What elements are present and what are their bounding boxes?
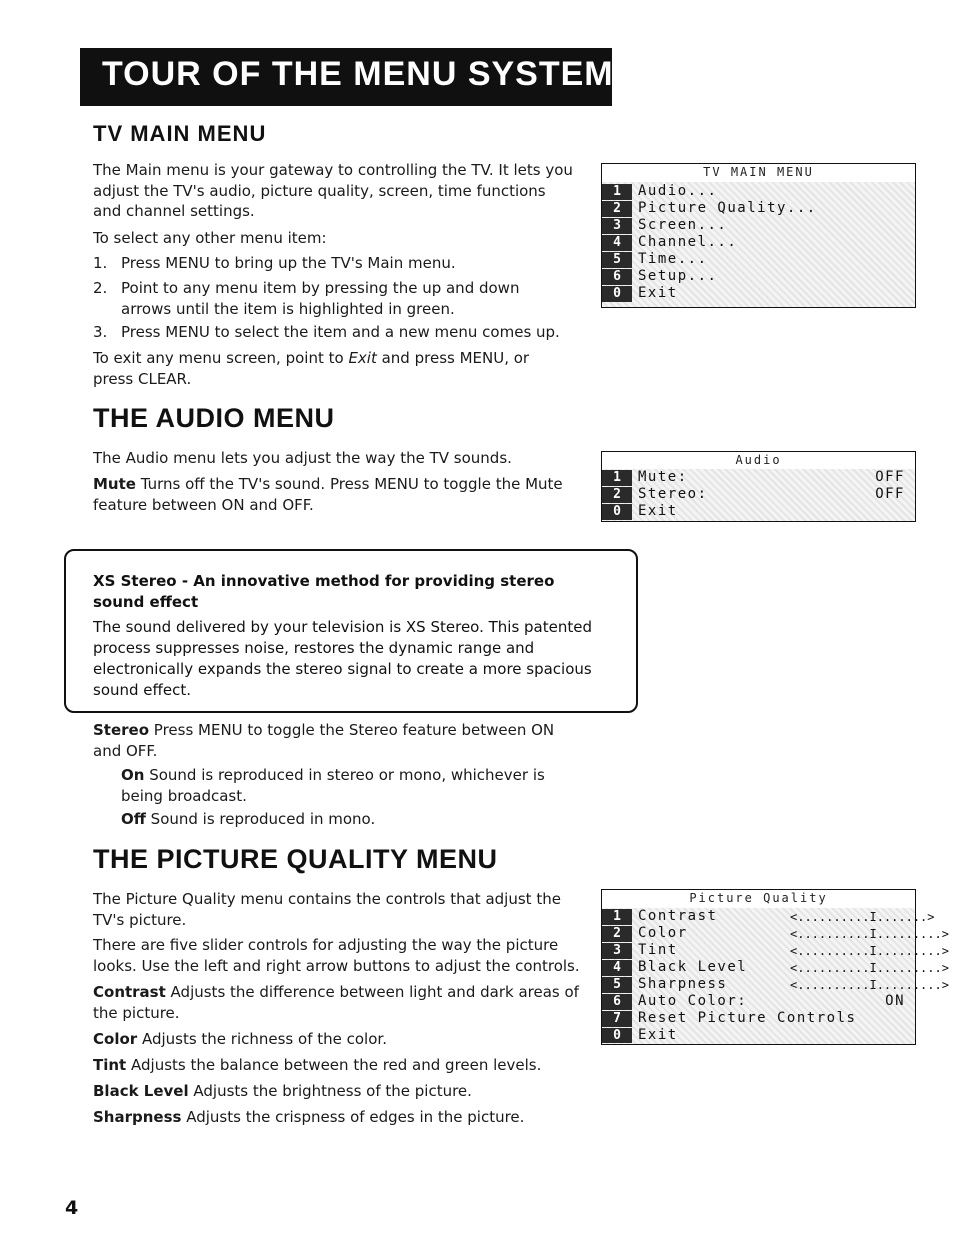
- sliders-description: There are five slider controls for adjusting the way the picture looks. Use the left and right arrow buttons to adjust the controls.: [93, 936, 580, 975]
- on-term: On: [121, 766, 145, 784]
- step-1: [93, 253, 583, 273]
- step-3: [93, 322, 588, 342]
- callout-body: The sound delivered by your television is XS Stereo. This patented process suppresses noise, restores the dynamic range and electronically expands the stereo signal to create a more spacious sound effect.: [93, 618, 592, 699]
- stereo-off-description: Off Sound is reproduced in mono.: [121, 810, 376, 828]
- picture-quality-screen: [601, 889, 949, 1045]
- exit-instructions: To exit any menu screen, point to Exit and press MENU, or press CLEAR.: [93, 349, 530, 388]
- step-text: Press MENU to bring up the TV's Main menu.: [121, 254, 456, 272]
- menu-list: 1 Contrast <..........I.......> 2 Color <..........I.........> 3 Tint <..........I.........> 4 Black Level <..........I.........> 5 Sharpness <..........I.........> 6 Auto Color: ON 7 Reset Picture Controls 0 Exit: [602, 908, 915, 1044]
- tint-slider[interactable]: <..........I.........>: [790, 944, 949, 958]
- mute-term: Mute: [93, 475, 136, 493]
- sharpness-slider[interactable]: <..........I.........>: [790, 978, 949, 992]
- screen-caption: TV MAIN MENU: [703, 165, 814, 179]
- menu-list: 1 Audio... 2 Picture Quality... 3 Screen... 4 Channel... 5 Time... 6 Setup... 0 Exit: [602, 182, 915, 307]
- step-text: Point to any menu item by pressing the up and down arrows until the item is highlighted in green.: [121, 279, 520, 318]
- tint-term: Tint: [93, 1056, 127, 1074]
- color-slider[interactable]: <..........I.........>: [790, 927, 949, 941]
- contrast-slider[interactable]: <..........I.......>: [790, 910, 935, 924]
- audio-menu-screen: [601, 451, 916, 522]
- tint-description: Tint Adjusts the balance between the red and green levels.: [93, 1056, 542, 1074]
- black-level-slider[interactable]: <..........I.........>: [790, 961, 949, 975]
- xs-stereo-callout: [64, 549, 638, 713]
- audio-intro: The Audio menu lets you adjust the way the TV sounds.: [93, 449, 512, 467]
- sharpness-term: Sharpness: [93, 1108, 182, 1126]
- tv-main-menu-screen: [601, 163, 916, 308]
- audio-menu-heading: THE AUDIO MENU: [93, 403, 335, 433]
- step-text: Press MENU to select the item and a new menu comes up.: [121, 323, 560, 341]
- step-2: [93, 278, 583, 320]
- stereo-term: Stereo: [93, 721, 150, 739]
- contrast-description: Contrast Adjusts the difference between light and dark areas of the picture.: [93, 983, 579, 1022]
- black-level-description: Black Level Adjusts the brightness of the picture.: [93, 1082, 472, 1100]
- contrast-term: Contrast: [93, 983, 166, 1001]
- exit-emphasis: Exit: [348, 349, 377, 367]
- black-level-term: Black Level: [93, 1082, 189, 1100]
- stereo-description: Stereo Press MENU to toggle the Stereo feature between ON and OFF.: [93, 721, 555, 760]
- picture-intro: The Picture Quality menu contains the controls that adjust the TV's picture.: [93, 890, 561, 929]
- color-description: Color Adjusts the richness of the color.: [93, 1030, 387, 1048]
- menu-list: 1 Mute: OFF 2 Stereo: OFF 0 Exit: [602, 469, 915, 521]
- off-term: Off: [121, 810, 146, 828]
- callout-heading: XS Stereo - An innovative method for providing stereo sound effect: [93, 572, 555, 611]
- screen-caption: Picture Quality: [689, 891, 828, 905]
- step-number: 3.: [93, 323, 108, 341]
- sharpness-description: Sharpness Adjusts the crispness of edges in the picture.: [93, 1108, 525, 1126]
- step-number: 1.: [93, 254, 108, 272]
- page-title-banner: [80, 48, 612, 106]
- color-term: Color: [93, 1030, 138, 1048]
- tv-main-menu-heading: TV MAIN MENU: [93, 121, 267, 146]
- picture-quality-heading: THE PICTURE QUALITY MENU: [93, 844, 498, 874]
- step-number: 2.: [93, 279, 108, 297]
- mute-description: Mute Turns off the TV's sound. Press MENU to toggle the Mute feature between ON and OFF.: [93, 475, 563, 514]
- screen-caption: Audio: [735, 453, 782, 467]
- page-title: TOUR OF THE MENU SYSTEM: [102, 55, 614, 93]
- select-lead: To select any other menu item:: [93, 229, 327, 247]
- tv-main-intro: The Main menu is your gateway to controlling the TV. It lets you adjust the TV's audio, picture quality, screen, time functions and channel settings.: [93, 161, 573, 220]
- page-number: 4: [65, 1197, 79, 1219]
- stereo-on-description: On Sound is reproduced in stereo or mono, whichever is being broadcast.: [121, 766, 545, 805]
